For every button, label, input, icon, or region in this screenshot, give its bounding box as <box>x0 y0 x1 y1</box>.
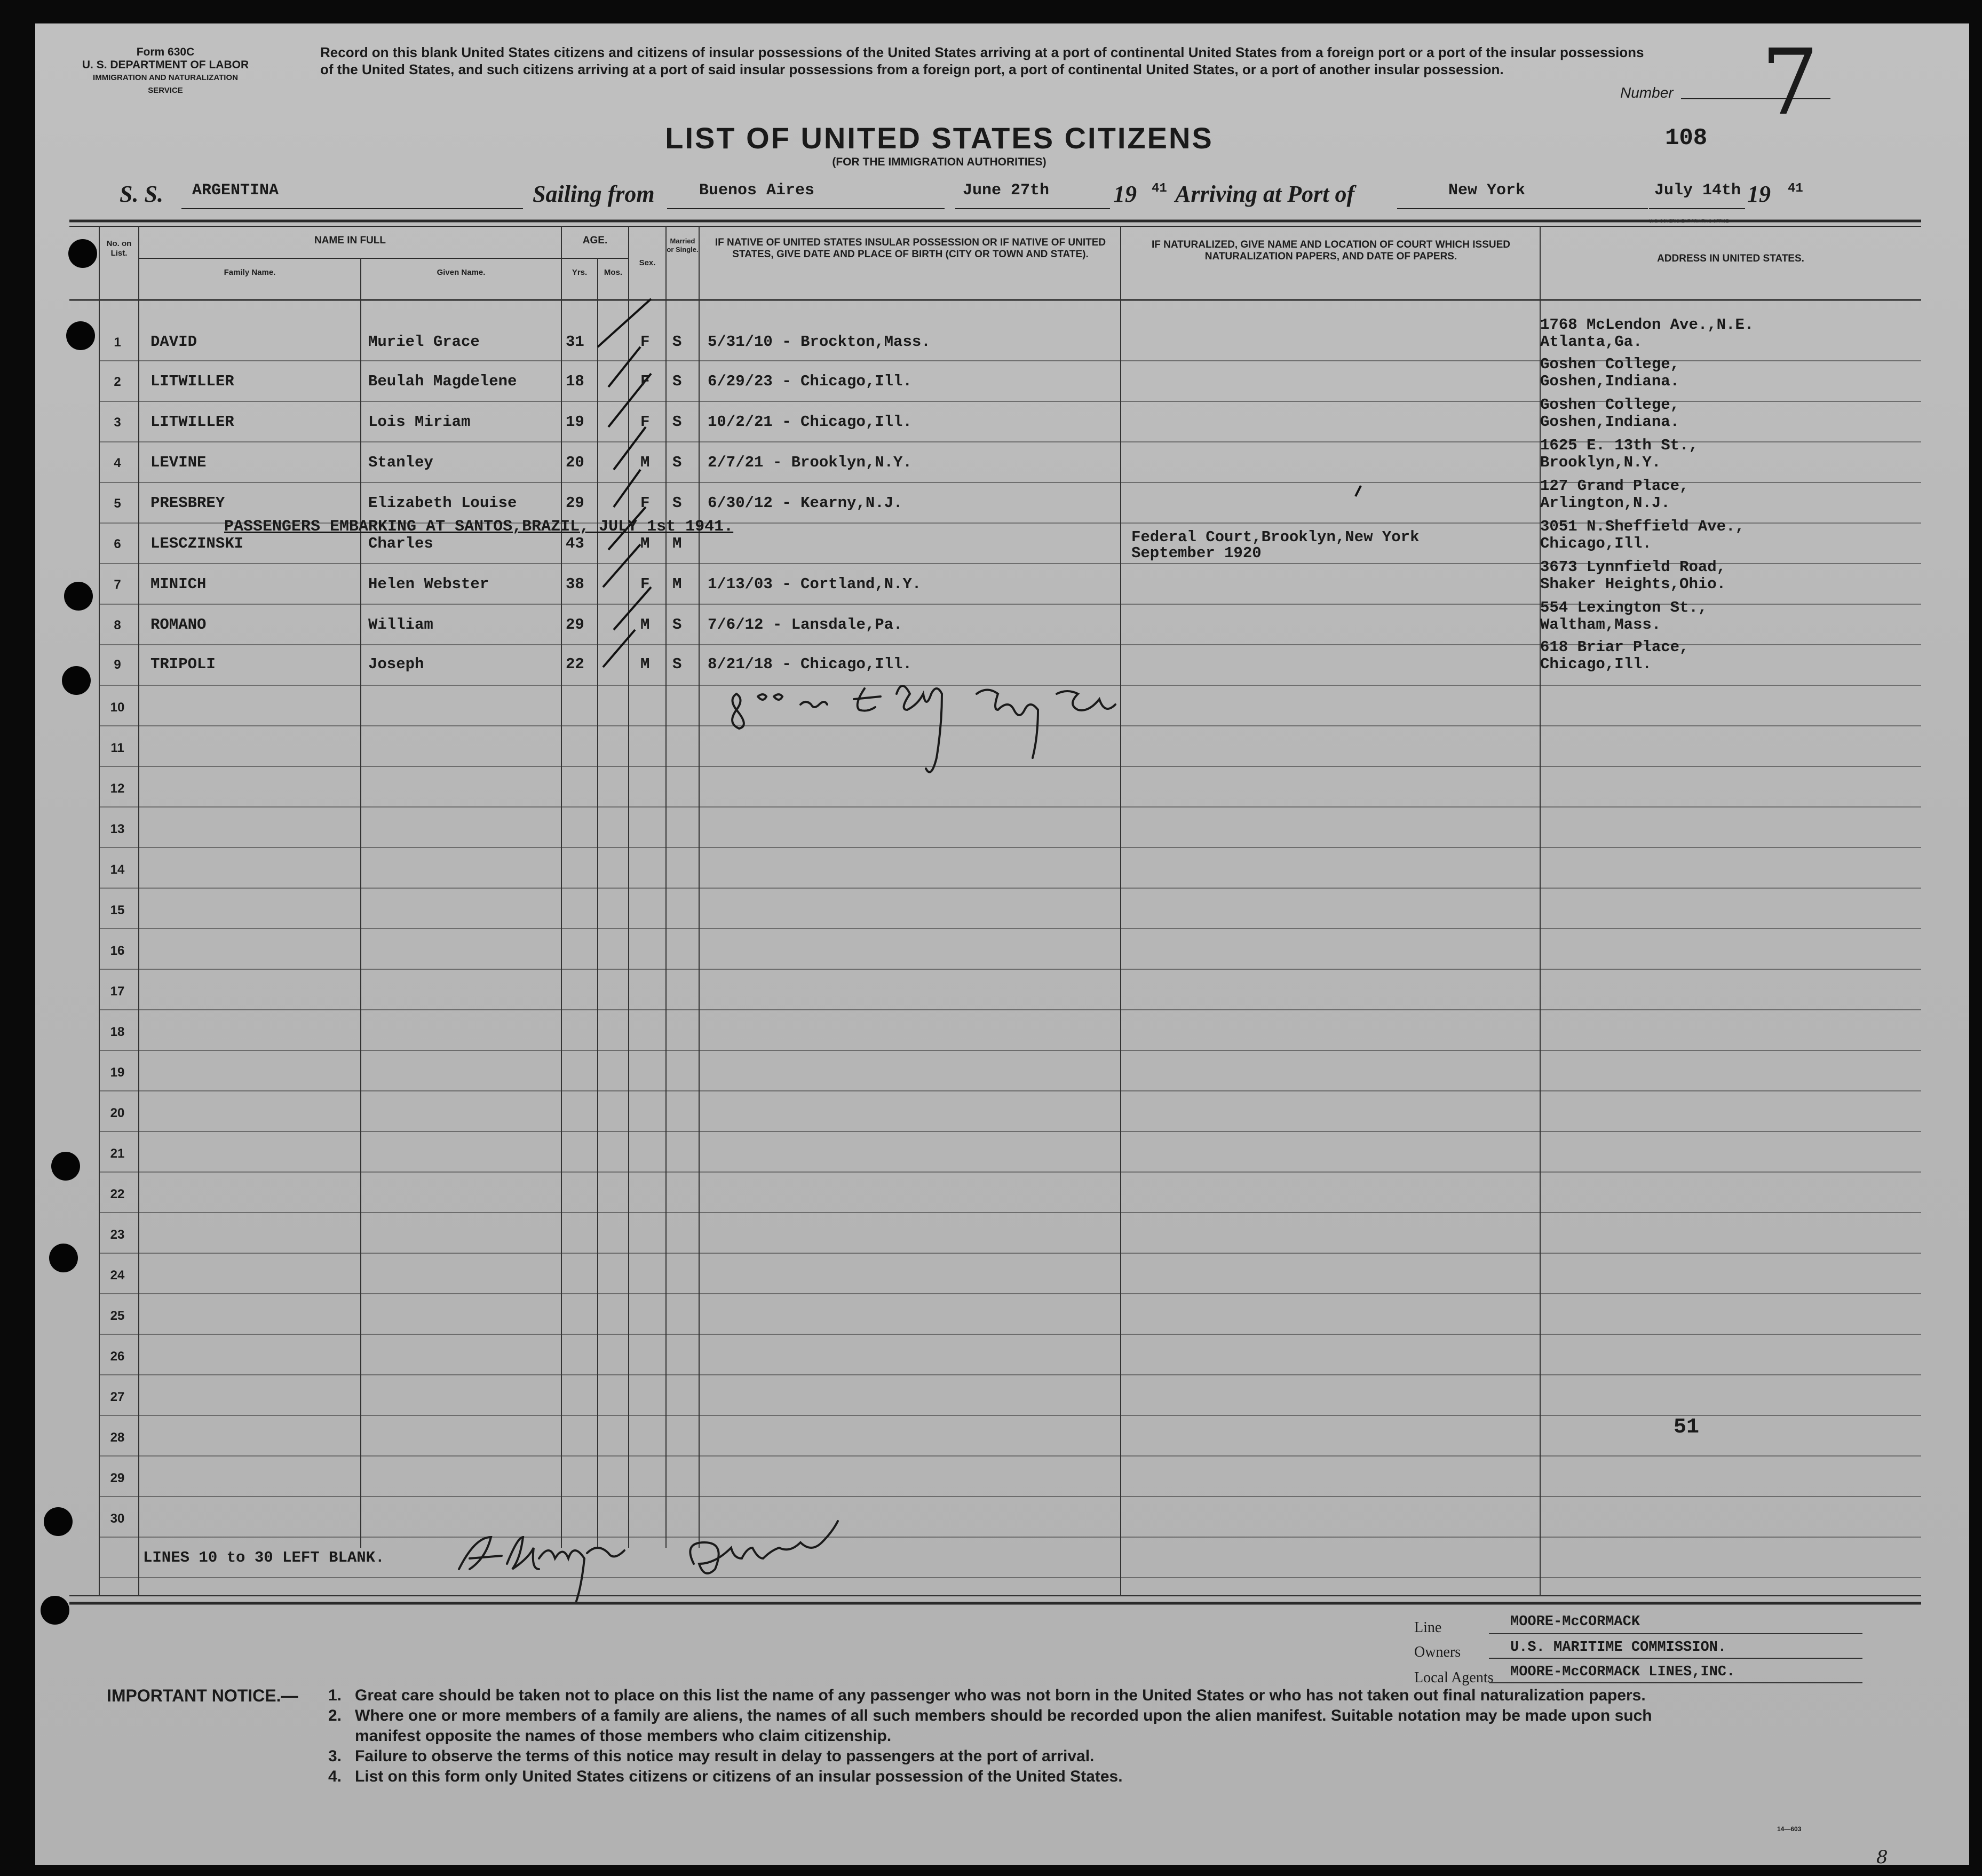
agents-underline <box>1489 1682 1862 1683</box>
family-name: TRIPOLI <box>150 655 216 673</box>
row-number: 22 <box>110 1187 125 1201</box>
sailing-year: 41 <box>1152 181 1167 196</box>
punch-hole <box>64 582 93 611</box>
age-years: 29 <box>566 494 584 512</box>
marital-status: S <box>672 494 682 512</box>
marital-status: S <box>672 333 682 351</box>
row-number: 19 <box>110 1065 125 1080</box>
birth-date-place: 7/6/12 - Lansdale,Pa. <box>708 616 903 634</box>
line-value: MOORE-McCORMACK <box>1510 1614 1640 1630</box>
page-subtitle: (FOR THE IMMIGRATION AUTHORITIES) <box>832 156 1047 168</box>
family-name: LITWILLER <box>150 373 234 390</box>
page-title: LIST OF UNITED STATES CITIZENS <box>665 121 1214 155</box>
row-number: 24 <box>110 1268 125 1283</box>
birth-date-place: 10/2/21 - Chicago,Ill. <box>708 413 912 431</box>
row-number: 4 <box>114 456 121 470</box>
form-number: Form 630C <box>136 46 195 58</box>
age-years: 19 <box>566 413 584 431</box>
punch-hole <box>44 1507 73 1536</box>
col-header-yrs: Yrs. <box>572 268 588 277</box>
row-number: 9 <box>114 658 121 672</box>
corner-page-number: 8 <box>1876 1847 1888 1868</box>
family-name: PRESBREY <box>150 494 225 512</box>
row-number: 14 <box>110 862 125 877</box>
row-number: 8 <box>114 618 121 632</box>
ship-name: ARGENTINA <box>192 181 279 200</box>
col-header-age: AGE. <box>582 235 608 246</box>
address-line-2: Shaker Heights,Ohio. <box>1540 575 1726 593</box>
notice-item-continuation: manifest opposite the names of those members who claim citizenship. <box>355 1727 892 1745</box>
address-line-2: Waltham,Mass. <box>1540 616 1661 634</box>
manifest-sheet <box>35 23 1969 1865</box>
row-number: 6 <box>114 537 121 551</box>
age-years: 29 <box>566 616 584 634</box>
address-line-2: Arlington,N.J. <box>1540 494 1670 512</box>
row-number: 25 <box>110 1309 125 1323</box>
sex: M <box>640 535 650 552</box>
age-years: 22 <box>566 655 584 673</box>
blank-lines-note: LINES 10 to 30 LEFT BLANK. <box>143 1549 385 1566</box>
address-line-1: 3673 Lynnfield Road, <box>1540 558 1726 576</box>
row-number: 16 <box>110 944 125 958</box>
sex: F <box>640 413 650 431</box>
row-number: 2 <box>114 375 121 389</box>
row-number: 30 <box>110 1511 125 1526</box>
ship-underline <box>181 208 523 209</box>
address-line-1: Goshen College, <box>1540 355 1680 373</box>
sailing-port: Buenos Aires <box>699 181 815 200</box>
age-years: 20 <box>566 454 584 471</box>
col-header-sex: Sex. <box>639 258 656 267</box>
owners-label: Owners <box>1414 1644 1461 1660</box>
col-header-family-name: Family Name. <box>224 268 276 277</box>
marital-status: M <box>672 575 682 593</box>
age-years: 43 <box>566 535 584 552</box>
document-number: 108 <box>1665 125 1708 152</box>
address-line-1: 3051 N.Sheffield Ave., <box>1540 518 1745 535</box>
sailing-date-underline <box>955 208 1110 209</box>
row-number: 28 <box>110 1430 125 1445</box>
given-name: Joseph <box>368 655 424 673</box>
row-number: 1 <box>114 335 121 350</box>
given-name: Muriel Grace <box>368 333 480 351</box>
punch-hole <box>51 1152 80 1181</box>
marital-status: S <box>672 413 682 431</box>
list-number: 7 <box>1761 30 1819 136</box>
notice-item: 3. Failure to observe the terms of this notice may result in delay to passengers at the port of arrival. <box>328 1747 1095 1765</box>
address-line-1: 1768 McLendon Ave.,N.E. <box>1540 316 1754 334</box>
arriving-year-prefix: 19 <box>1747 181 1771 207</box>
row-number: 18 <box>110 1025 125 1039</box>
col-header-native-birth: IF NATIVE OF UNITED STATES INSULAR POSSESSION OR IF NATIVE OF UNITED STATES, GIVE DATE AND PLACE OF BIRTH (CITY OR TOWN AND STATE). <box>715 237 1106 260</box>
row-number: 26 <box>110 1349 125 1364</box>
col-header-married-single: Married or Single. <box>667 237 699 254</box>
given-name: Charles <box>368 535 433 552</box>
address-line-1: 618 Briar Place, <box>1540 638 1689 656</box>
age-years: 18 <box>566 373 584 390</box>
address-line-2: Chicago,Ill. <box>1540 655 1652 673</box>
notice-item: 4. List on this form only United States citizens or citizens of an insular possession of the United States. <box>328 1768 1123 1785</box>
arriving-port: New York <box>1448 181 1526 200</box>
row-number: 21 <box>110 1146 125 1161</box>
row-number: 29 <box>110 1471 125 1485</box>
col-header-name-in-full: NAME IN FULL <box>314 235 386 246</box>
address-line-1: Goshen College, <box>1540 396 1680 414</box>
given-name: Stanley <box>368 454 433 471</box>
birth-date-place: 6/30/12 - Kearny,N.J. <box>708 494 903 512</box>
punch-hole <box>41 1596 69 1625</box>
marital-status: M <box>672 535 682 552</box>
row-number: 15 <box>110 903 125 917</box>
family-name: DAVID <box>150 333 197 351</box>
sex: F <box>640 494 650 512</box>
col-header-naturalized: IF NATURALIZED, GIVE NAME AND LOCATION OF COURT WHICH ISSUED NATURALIZATION PAPERS, AND DATE OF PAPERS. <box>1151 239 1510 262</box>
given-name: Helen Webster <box>368 575 489 593</box>
service-name: IMMIGRATION AND NATURALIZATION SERVICE <box>93 73 238 95</box>
marital-status: S <box>672 454 682 471</box>
ss-label: S. S. <box>120 181 163 207</box>
record-instructions: Record on this blank United States citizens and citizens of insular possessions of the United States arriving at a port of continental United States from a foreign port or a port of the insular possessions of the United States, and such citizens arriving at a port of said insular possessions from a foreign port, a port of continental United States, or a port of another insular possession. <box>320 44 1644 77</box>
row-number: 12 <box>110 781 125 796</box>
col-header-given-name: Given Name. <box>437 268 486 277</box>
sailing-date: June 27th <box>963 181 1050 200</box>
naturalization-date: September 1920 <box>1131 544 1262 562</box>
arriving-date: July 14th <box>1654 181 1741 200</box>
birth-date-place: 8/21/18 - Chicago,Ill. <box>708 655 912 673</box>
row-number: 3 <box>114 415 121 430</box>
address-line-2: Brooklyn,N.Y. <box>1540 454 1661 471</box>
col-header-mos: Mos. <box>604 268 623 277</box>
address-line-1: 127 Grand Place, <box>1540 477 1689 495</box>
row-number: 7 <box>114 577 121 592</box>
family-name: LEVINE <box>150 454 207 471</box>
arriving-label: Arriving at Port of <box>1175 181 1355 207</box>
given-name: Lois Miriam <box>368 413 471 431</box>
row-number: 20 <box>110 1106 125 1120</box>
family-name: LESCZINSKI <box>150 535 244 552</box>
address-line-2: Goshen,Indiana. <box>1540 413 1680 431</box>
row-number: 5 <box>114 496 121 511</box>
sex: M <box>640 616 650 634</box>
row-number: 27 <box>110 1390 125 1404</box>
sex: F <box>640 333 650 351</box>
sailing-port-underline <box>667 208 945 209</box>
age-years: 38 <box>566 575 584 593</box>
row-number: 11 <box>110 741 124 755</box>
printing-office-mark: U. S. GOVERNMENT PRINTING OFFICE <box>1649 219 1729 224</box>
sex: F <box>640 575 650 593</box>
form-identifier <box>80 46 251 97</box>
family-name: ROMANO <box>150 616 207 634</box>
row-number: 17 <box>110 984 125 999</box>
punch-hole <box>62 666 91 695</box>
notice-item: 1. Great care should be taken not to place on this list the name of any passenger who was not born in the United States or who has not taken out final naturalization papers. <box>328 1687 1646 1704</box>
given-name: Beulah Magdelene <box>368 373 517 390</box>
address-line-2: Atlanta,Ga. <box>1540 333 1643 351</box>
col-header-no: No. on List. <box>106 239 132 258</box>
sex: F <box>640 373 650 390</box>
naturalization-court: Federal Court,Brooklyn,New York <box>1131 528 1420 546</box>
birth-date-place: 6/29/23 - Chicago,Ill. <box>708 373 912 390</box>
address-line-1: 1625 E. 13th St., <box>1540 437 1698 454</box>
row-number: 23 <box>110 1228 125 1242</box>
agents-label: Local Agents <box>1414 1669 1494 1686</box>
age-years: 31 <box>566 333 584 351</box>
address-line-2: Goshen,Indiana. <box>1540 373 1680 390</box>
department-name: U. S. DEPARTMENT OF LABOR <box>82 59 249 71</box>
punch-hole <box>68 239 97 268</box>
punch-hole <box>49 1244 78 1272</box>
sex: M <box>640 655 650 673</box>
row-number: 13 <box>110 822 125 836</box>
form-footer-code: 14—603 <box>1777 1825 1802 1833</box>
arriving-port-underline <box>1397 208 1648 209</box>
punch-hole <box>66 321 95 350</box>
family-name: MINICH <box>150 575 207 593</box>
notice-heading: IMPORTANT NOTICE.— <box>107 1686 298 1705</box>
sex: M <box>640 454 650 471</box>
embarkation-note: PASSENGERS EMBARKING AT SANTOS,BRAZIL, JULY 1st 1941. <box>224 518 734 536</box>
col-header-address: ADDRESS IN UNITED STATES. <box>1657 253 1804 264</box>
line-underline <box>1489 1633 1862 1634</box>
sailing-label: Sailing from <box>533 181 655 207</box>
given-name: William <box>368 616 433 634</box>
sailing-year-prefix: 19 <box>1113 181 1137 207</box>
line-label: Line <box>1414 1619 1442 1636</box>
owners-value: U.S. MARITIME COMMISSION. <box>1510 1640 1727 1656</box>
marital-status: S <box>672 373 682 390</box>
arriving-year: 41 <box>1788 181 1803 196</box>
birth-date-place: 5/31/10 - Brockton,Mass. <box>708 333 931 351</box>
number-label: Number <box>1620 84 1674 101</box>
owners-underline <box>1489 1658 1862 1659</box>
page-total: 51 <box>1674 1415 1700 1439</box>
birth-date-place: 2/7/21 - Brooklyn,N.Y. <box>708 454 912 471</box>
agents-value: MOORE-McCORMACK LINES,INC. <box>1510 1664 1735 1680</box>
arriving-date-underline <box>1649 208 1745 209</box>
address-line-1: 554 Lexington St., <box>1540 599 1708 616</box>
marital-status: S <box>672 616 682 634</box>
row-number: 10 <box>110 700 125 715</box>
address-line-2: Chicago,Ill. <box>1540 535 1652 552</box>
given-name: Elizabeth Louise <box>368 494 517 512</box>
marital-status: S <box>672 655 682 673</box>
notice-item: 2. Where one or more members of a family are aliens, the names of all such members should be recorded upon the alien manifest. Suitable notation may be made upon such <box>328 1707 1652 1724</box>
family-name: LITWILLER <box>150 413 234 431</box>
birth-date-place: 1/13/03 - Cortland,N.Y. <box>708 575 922 593</box>
